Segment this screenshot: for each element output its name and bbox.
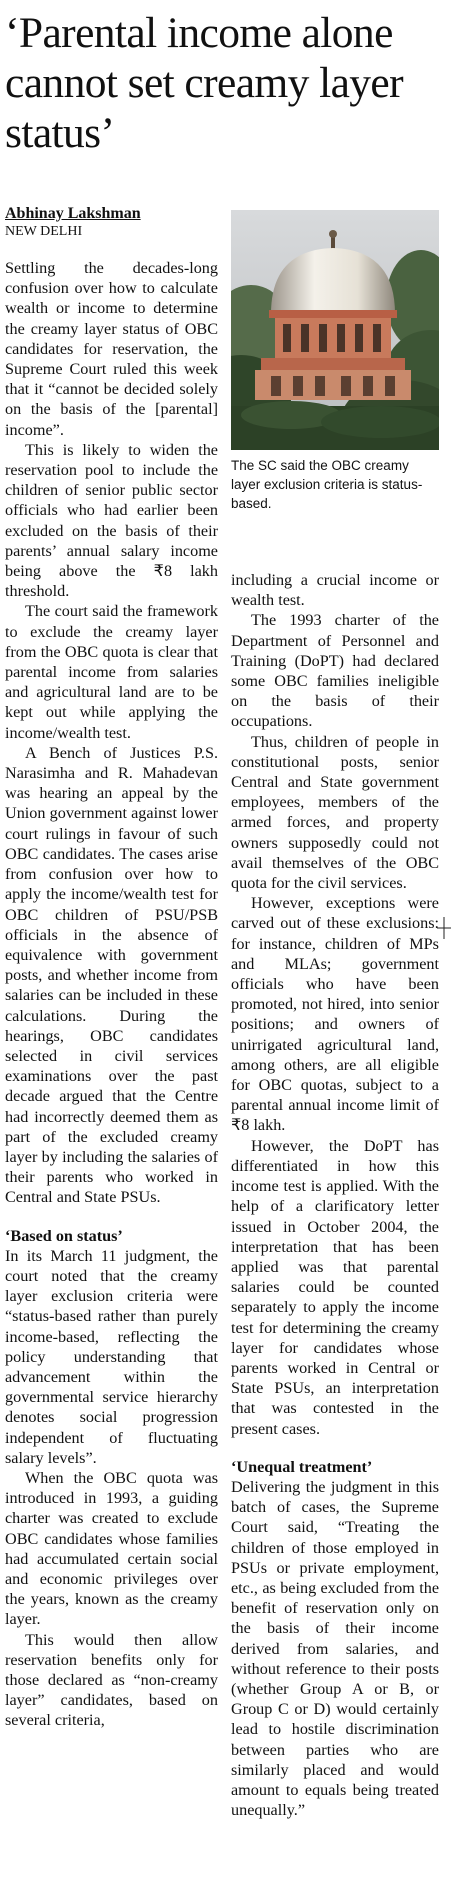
supreme-court-photo	[231, 210, 439, 450]
paragraph: In its March 11 judgment, the court noted that the creamy layer exclusion criteria were “status-based rather than purely income-based, reflecting the policy understanding that advancement within the governmental service hierarchy denotes social progression independent of fluctuating salary levels”.	[5, 1246, 218, 1467]
byline[interactable]: Abhinay Lakshman	[5, 205, 141, 222]
paragraph: Settling the decades-long confusion over how to calculate wealth or income to determine the creamy layer status of OBC candidates for reservation, the Supreme Court ruled this week that it “cannot be decided solely on the basis of the [parental] income”.	[5, 259, 218, 439]
paragraph: When the OBC quota was introduced in 1993, a guiding charter was created to exclude OBC candidates whose families had accumulated certain social and economic privileges over the years, known as the creamy layer.	[5, 1468, 218, 1629]
paragraph: This is likely to widen the reservation pool to include the children of senior public sector officials who had earlier been excluded on the basis of their parents’ annual salary income being above the ₹8 lakh threshold.	[5, 440, 218, 601]
subheading: ‘Unequal treatment’	[231, 1457, 373, 1476]
headline: ‘Parental income alone cannot set creamy layer status’	[5, 9, 404, 157]
paragraph: Thus, children of people in constitutional posts, senior Central and State government employees, members of the armed forces, and property owners supposedly could not avail themselves of the OBC quota for the civil services.	[231, 732, 439, 893]
article-column-right	[231, 570, 439, 1820]
paragraph: The 1993 charter of the Department of Personnel and Training (DoPT) had declared some OBC families ineligible on the basis of their occupations.	[231, 611, 439, 731]
photo-caption: The SC said the OBC creamy layer exclusion criteria is status-based.	[231, 458, 423, 511]
dateline: NEW DELHI	[5, 224, 83, 239]
paragraph: including a crucial income or wealth test.	[231, 571, 439, 610]
paragraph: However, exceptions were carved out of these exclusions: for instance, children of MPs and MLAs; government officials who have been promoted, not hired, into senior positions; and owners of unirrigated agricultural land, among others, are all eligible for OBC quotas, subject to a parental annual income limit of ₹8 lakh.	[231, 894, 439, 1135]
subheading: ‘Based on status’	[5, 1226, 123, 1245]
paragraph: Delivering the judgment in this batch of cases, the Supreme Court said, “Treating the children of those employed in PSUs or private employment, etc., as being excluded from the benefit of reservation only on the basis of their income derived from salaries, and without reference to their posts (whether Group A or B, or Group C or D) would certainly lead to hostile discrimination between parties who are similarly placed and would amount to equals being treated unequally.”	[231, 1477, 439, 1820]
paragraph: A Bench of Justices P.S. Narasimha and R. Mahadevan was hearing an appeal by the Union government against lower court rulings in favour of such OBC candidates. The cases arise from confusion over how to apply the income/wealth test for OBC children of PSU/PSB officials in the absence of equivalence with government posts, and whether income from salaries can be included in these calculations. During the hearings, OBC candidates selected in civil services examinations over the past decade argued that the Centre had incorrectly deemed them as part of the excluded creamy layer by including the salaries of their parents who worked in Central and State PSUs.	[5, 743, 218, 1207]
paragraph: This would then allow reservation benefits only for those declared as “non-creamy layer” candidates, based on several criteria,	[5, 1630, 218, 1730]
crosshair-icon	[437, 917, 451, 939]
paragraph: However, the DoPT has differentiated in how this income test is applied. With the help of a clarificatory letter issued in October 2004, the interpretation that has been applied was that parental salaries could be counted separately to apply the income test for determining the creamy layer for candidates whose parents worked in Central or State PSUs, an interpretation that was contested in the present cases.	[231, 1136, 439, 1438]
article-column-left	[5, 258, 218, 1731]
paragraph: The court said the framework to exclude the creamy layer from the OBC quota is clear that parental income from salaries and agricultural land are to be kept out while applying the income/wealth test.	[5, 602, 218, 742]
